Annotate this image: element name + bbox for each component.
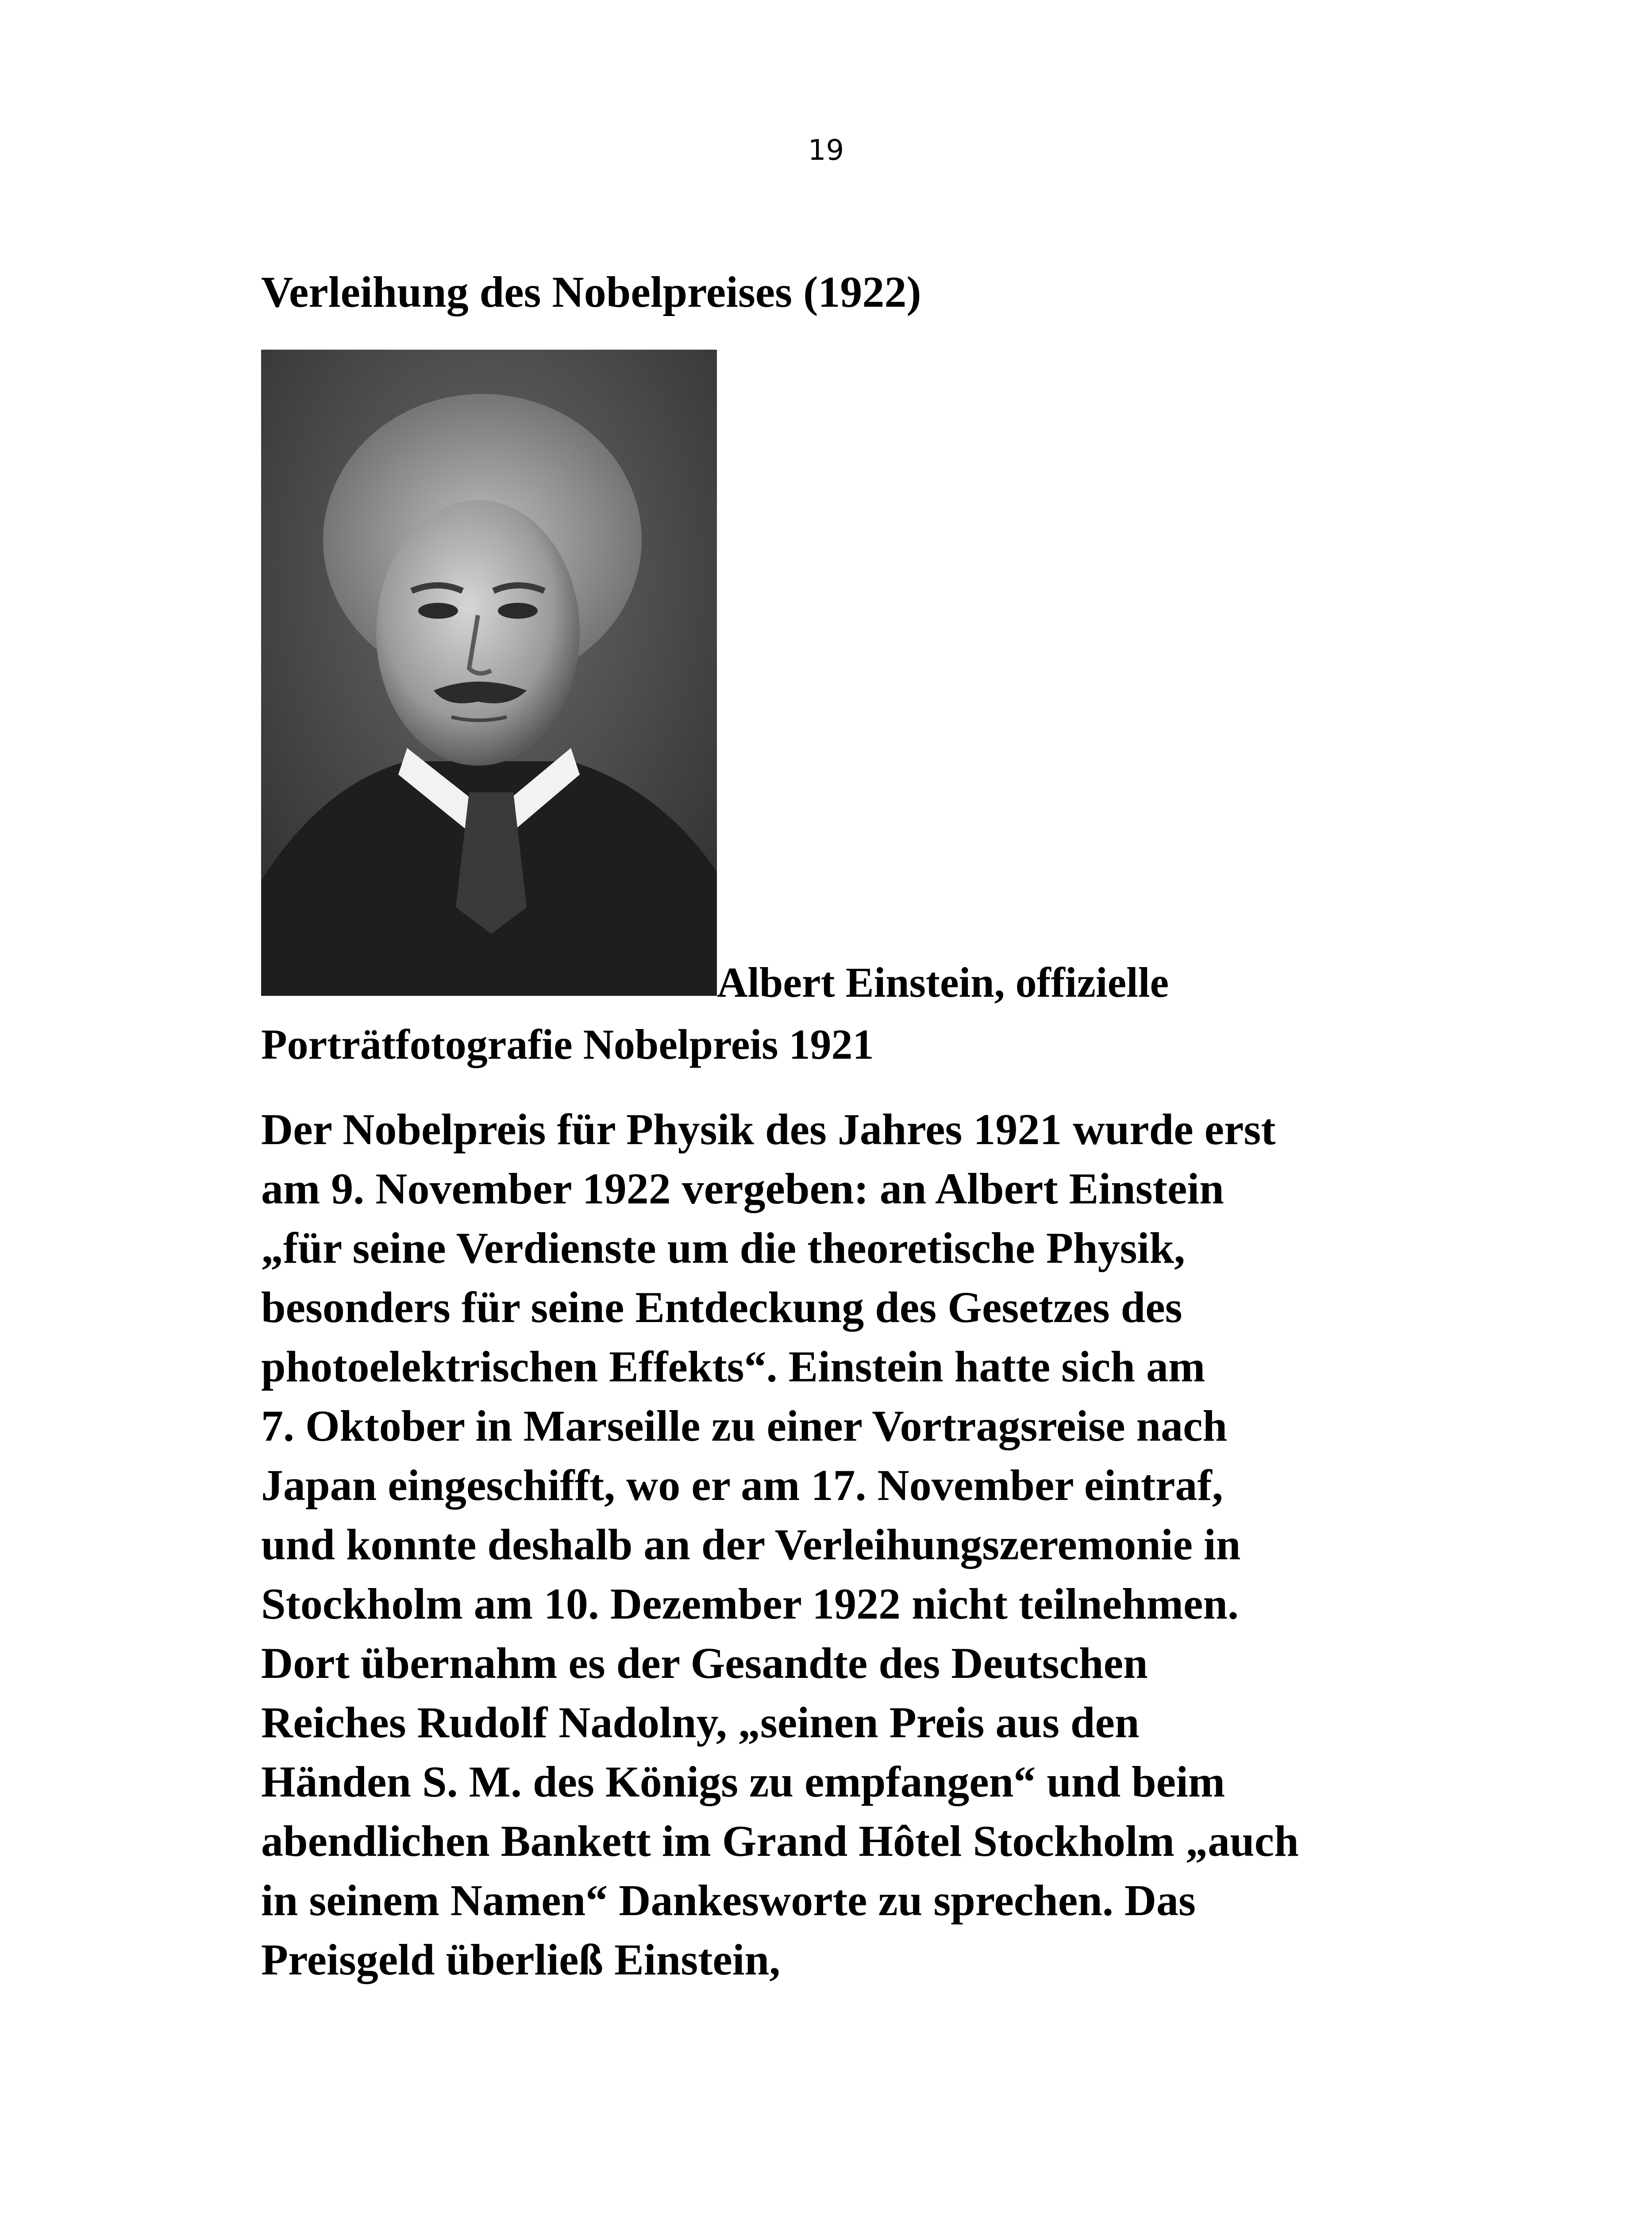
body-line: Preisgeld überließ Einstein, [261, 1935, 781, 1984]
caption-line-2: Porträtfotografie Nobelpreis 1921 [261, 1021, 874, 1068]
figure-caption [261, 952, 1412, 1076]
section-heading: Verleihung des Nobelpreises (1922) [261, 267, 921, 316]
page-number: 19 [808, 134, 844, 167]
body-line: 7. Oktober in Marseille zu einer Vortragsreise nach [261, 1401, 1228, 1450]
body-line: abendlichen Bankett im Grand Hôtel Stockholm „auch [261, 1816, 1299, 1866]
body-line: Händen S. M. des Königs zu empfangen“ und beim [261, 1757, 1225, 1806]
body-paragraph [261, 1100, 1434, 1989]
body-line: in seinem Namen“ Dankesworte zu sprechen. Das [261, 1876, 1196, 1925]
body-line: besonders für seine Entdeckung des Gesetzes des [261, 1283, 1182, 1332]
body-line: Der Nobelpreis für Physik des Jahres 1921 wurde erst [261, 1105, 1276, 1154]
body-line: und konnte deshalb an der Verleihungszeremonie in [261, 1520, 1241, 1569]
body-line: Stockholm am 10. Dezember 1922 nicht teilnehmen. [261, 1579, 1239, 1628]
caption-line-1: Albert Einstein, offizielle [717, 959, 1169, 1006]
einstein-portrait-photo [261, 350, 717, 996]
body-line: „für seine Verdienste um die theoretische Physik, [261, 1223, 1185, 1272]
body-line: am 9. November 1922 vergeben: an Albert Einstein [261, 1164, 1224, 1213]
body-line: Reiches Rudolf Nadolny, „seinen Preis aus den [261, 1698, 1140, 1747]
body-line: photoelektrischen Effekts“. Einstein hatte sich am [261, 1342, 1205, 1391]
body-line: Dort übernahm es der Gesandte des Deutschen [261, 1639, 1148, 1688]
body-line: Japan eingeschifft, wo er am 17. November eintraf, [261, 1461, 1223, 1510]
